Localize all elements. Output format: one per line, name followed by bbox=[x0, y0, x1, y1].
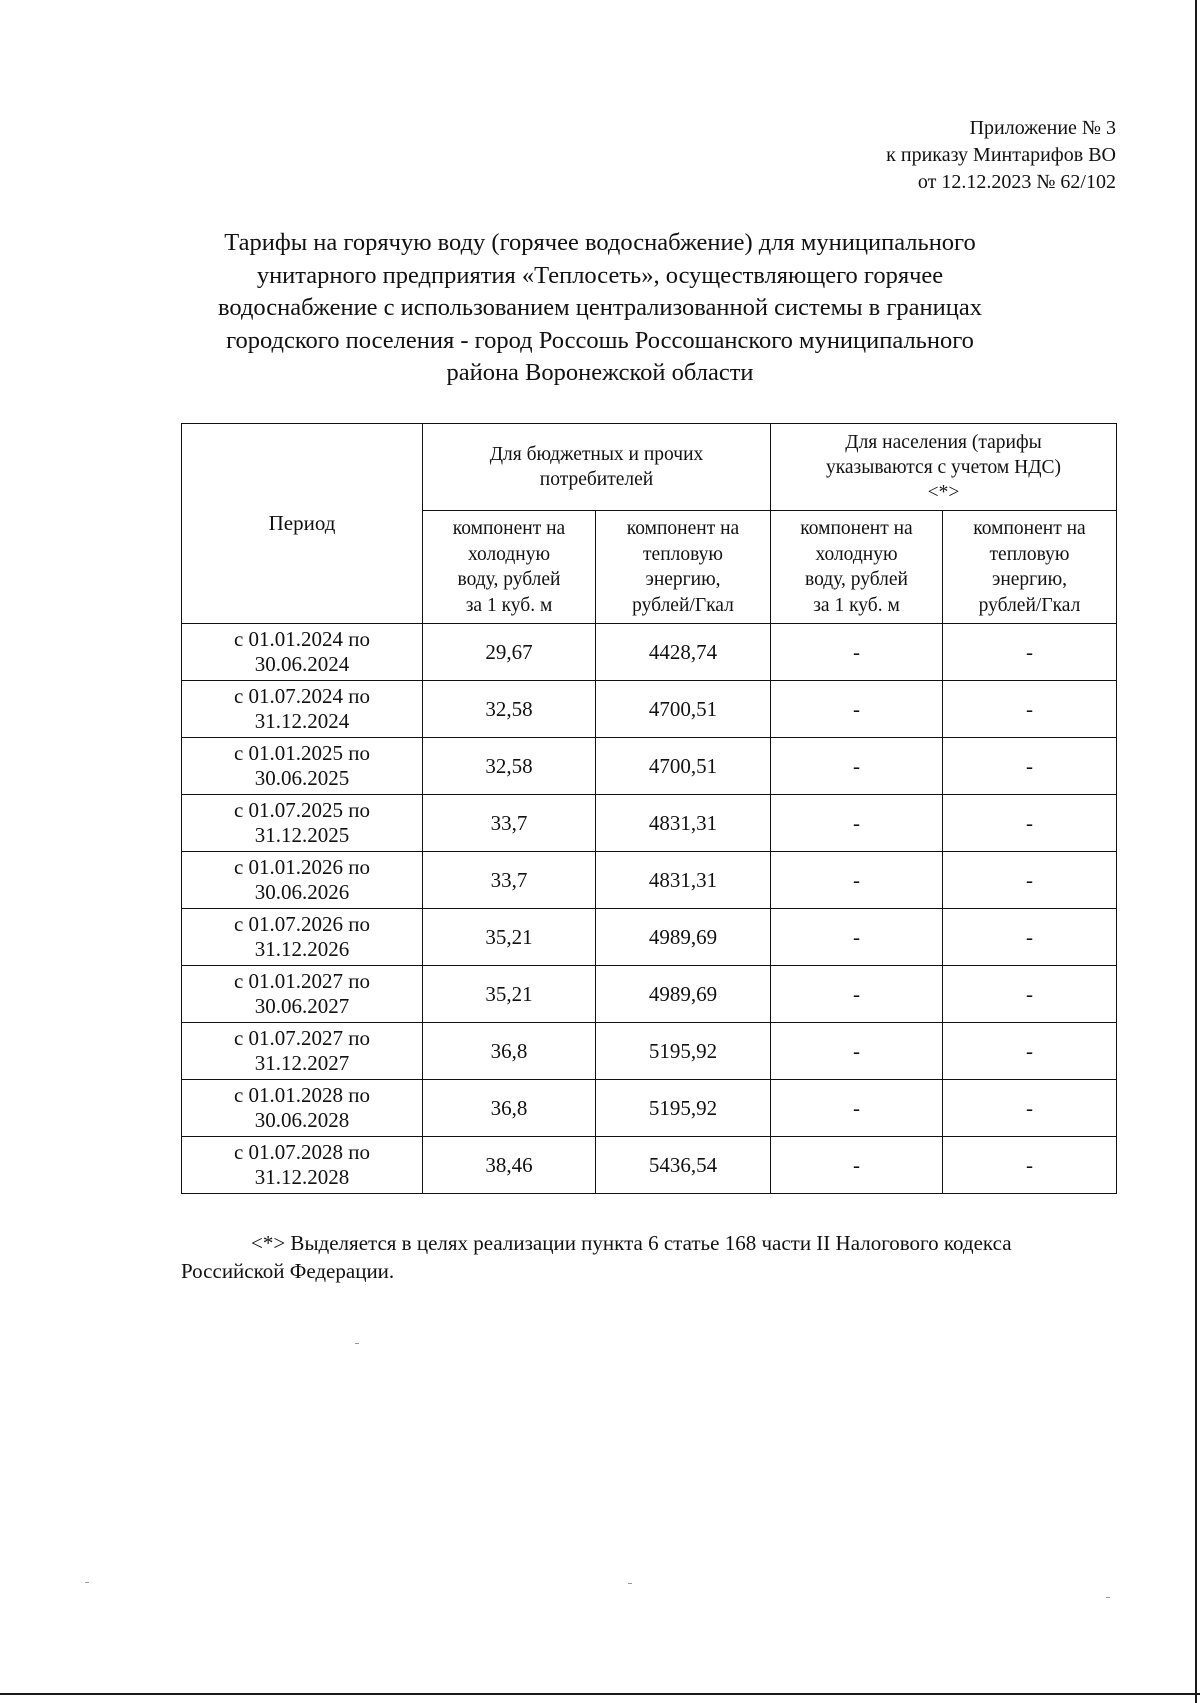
table-row bbox=[182, 1137, 1117, 1194]
appendix-line: Приложение № 3 bbox=[969, 117, 1116, 139]
title-line: унитарного предприятия «Теплосеть», осуществляющего горячее bbox=[256, 261, 944, 289]
budget-cold-value: 32,58 bbox=[423, 738, 596, 795]
population-heat-value: - bbox=[943, 1023, 1117, 1080]
tariff-table bbox=[181, 423, 1117, 1194]
period-cell bbox=[182, 909, 423, 966]
header-line: тепловую bbox=[989, 543, 1070, 565]
header-line: рублей/Гкал bbox=[632, 594, 734, 616]
population-cold-value: - bbox=[771, 852, 943, 909]
period-end: 30.06.2027 bbox=[254, 994, 350, 1018]
budget-cold-value: 32,58 bbox=[423, 681, 596, 738]
budget-cold-value: 36,8 bbox=[423, 1080, 596, 1137]
period-cell bbox=[182, 738, 423, 795]
scan-edge-bottom bbox=[0, 1693, 1200, 1695]
period-start: с 01.01.2026 по bbox=[233, 855, 371, 879]
table-row bbox=[182, 909, 1117, 966]
period-end: 31.12.2028 bbox=[254, 1165, 350, 1189]
period-start: с 01.01.2028 по bbox=[233, 1083, 371, 1107]
population-cold-value: - bbox=[771, 909, 943, 966]
period-header: Период bbox=[182, 424, 423, 624]
budget-cold-value: 35,21 bbox=[423, 966, 596, 1023]
budget-thermal-energy-header bbox=[596, 511, 771, 624]
budget-heat-value: 4428,74 bbox=[596, 624, 771, 681]
appendix-reference bbox=[886, 115, 1116, 196]
header-line: воду, рублей bbox=[457, 569, 561, 590]
header-line: за 1 куб. м bbox=[813, 594, 900, 616]
population-heat-value: - bbox=[943, 738, 1117, 795]
period-end: 31.12.2025 bbox=[254, 823, 350, 847]
budget-heat-value: 4700,51 bbox=[596, 738, 771, 795]
population-heat-value: - bbox=[943, 624, 1117, 681]
table-row bbox=[182, 852, 1117, 909]
title-line: района Воронежской области bbox=[446, 359, 754, 386]
budget-cold-water-header bbox=[423, 511, 596, 624]
period-end: 30.06.2024 bbox=[254, 652, 350, 676]
period-start: с 01.07.2024 по bbox=[233, 684, 371, 708]
population-heat-value: - bbox=[943, 1137, 1117, 1194]
budget-heat-value: 5436,54 bbox=[596, 1137, 771, 1194]
period-end: 30.06.2025 bbox=[254, 766, 350, 790]
period-start: с 01.01.2025 по bbox=[233, 741, 371, 765]
period-start: с 01.07.2028 по bbox=[233, 1140, 371, 1164]
period-start: с 01.01.2027 по bbox=[233, 969, 371, 993]
document-title bbox=[180, 227, 1020, 390]
budget-heat-value: 4989,69 bbox=[596, 909, 771, 966]
appendix-line: от 12.12.2023 № 62/102 bbox=[917, 171, 1116, 193]
header-line: потребителей bbox=[539, 469, 654, 490]
table-header-row bbox=[182, 424, 1117, 511]
period-start: с 01.01.2024 по bbox=[233, 627, 371, 651]
population-heat-value: - bbox=[943, 681, 1117, 738]
period-cell bbox=[182, 1023, 423, 1080]
header-line: воду, рублей bbox=[805, 569, 908, 590]
header-line: Для населения (тарифы bbox=[845, 431, 1042, 453]
budget-heat-value: 4831,31 bbox=[596, 852, 771, 909]
period-start: с 01.07.2025 по bbox=[233, 798, 371, 822]
period-end: 31.12.2024 bbox=[254, 709, 350, 733]
population-thermal-energy-header bbox=[943, 511, 1117, 624]
budget-heat-value: 5195,92 bbox=[596, 1080, 771, 1137]
period-cell bbox=[182, 1080, 423, 1137]
header-line: <*> bbox=[927, 481, 960, 503]
title-line: Тарифы на горячую воду (горячее водоснабжение) для муниципального bbox=[224, 229, 976, 256]
header-line: компонент на bbox=[452, 518, 566, 539]
header-line: указываются с учетом НДС) bbox=[825, 456, 1062, 478]
period-start: с 01.07.2026 по bbox=[233, 912, 371, 936]
period-cell bbox=[182, 966, 423, 1023]
period-cell bbox=[182, 681, 423, 738]
budget-heat-value: 4989,69 bbox=[596, 966, 771, 1023]
population-cold-water-header bbox=[771, 511, 943, 624]
header-line: холодную bbox=[467, 543, 551, 565]
header-line: холодную bbox=[815, 543, 898, 565]
population-cold-value: - bbox=[771, 1137, 943, 1194]
budget-cold-value: 38,46 bbox=[423, 1137, 596, 1194]
header-line: тепловую bbox=[643, 543, 723, 565]
period-start: с 01.07.2027 по bbox=[233, 1026, 371, 1050]
population-cold-value: - bbox=[771, 681, 943, 738]
population-heat-value: - bbox=[943, 909, 1117, 966]
period-end: 30.06.2026 bbox=[254, 880, 350, 904]
population-heat-value: - bbox=[943, 966, 1117, 1023]
population-cold-value: - bbox=[771, 1080, 943, 1137]
period-cell bbox=[182, 624, 423, 681]
header-line: энергию, bbox=[645, 569, 721, 590]
period-end: 31.12.2026 bbox=[254, 937, 350, 961]
period-cell bbox=[182, 1137, 423, 1194]
budget-cold-value: 29,67 bbox=[423, 624, 596, 681]
header-line: за 1 куб. м bbox=[465, 594, 553, 616]
table-row bbox=[182, 1023, 1117, 1080]
population-heat-value: - bbox=[943, 795, 1117, 852]
budget-cold-value: 33,7 bbox=[423, 795, 596, 852]
header-line: Для бюджетных и прочих bbox=[489, 444, 704, 465]
population-cold-value: - bbox=[771, 738, 943, 795]
scan-speck bbox=[1106, 1597, 1110, 1598]
footnote: <*> Выделяется в целях реализации пункта 6 статье 168 части II Налогового кодекса Российской Федерации. bbox=[181, 1231, 1012, 1283]
population-header bbox=[771, 424, 1117, 511]
budget-heat-value: 4700,51 bbox=[596, 681, 771, 738]
table-row bbox=[182, 795, 1117, 852]
budget-heat-value: 5195,92 bbox=[596, 1023, 771, 1080]
period-cell bbox=[182, 852, 423, 909]
scan-speck bbox=[355, 1343, 359, 1344]
header-line: энергию, bbox=[991, 569, 1068, 590]
table-row bbox=[182, 1080, 1117, 1137]
table-row bbox=[182, 624, 1117, 681]
scan-speck bbox=[628, 1583, 632, 1584]
title-line: городского поселения - город Россошь Россошанского муниципального bbox=[226, 326, 974, 354]
header-line: рублей/Гкал bbox=[978, 594, 1081, 616]
header-line: компонент на bbox=[800, 518, 913, 539]
header-line: компонент на bbox=[626, 518, 740, 539]
period-end: 30.06.2028 bbox=[254, 1108, 350, 1132]
budget-cold-value: 35,21 bbox=[423, 909, 596, 966]
title-line: водоснабжение с использованием централизованной системы в границах bbox=[218, 294, 982, 321]
table-row bbox=[182, 681, 1117, 738]
period-cell bbox=[182, 795, 423, 852]
period-end: 31.12.2027 bbox=[254, 1051, 350, 1075]
scan-speck bbox=[85, 1582, 89, 1583]
population-cold-value: - bbox=[771, 795, 943, 852]
population-cold-value: - bbox=[771, 1023, 943, 1080]
table-row bbox=[182, 738, 1117, 795]
budget-cold-value: 33,7 bbox=[423, 852, 596, 909]
population-heat-value: - bbox=[943, 1080, 1117, 1137]
population-cold-value: - bbox=[771, 966, 943, 1023]
budget-consumers-header bbox=[423, 424, 771, 511]
budget-cold-value: 36,8 bbox=[423, 1023, 596, 1080]
header-line: компонент на bbox=[973, 518, 1086, 539]
population-heat-value: - bbox=[943, 852, 1117, 909]
scan-edge-right bbox=[1195, 0, 1197, 1703]
table-row bbox=[182, 966, 1117, 1023]
budget-heat-value: 4831,31 bbox=[596, 795, 771, 852]
population-cold-value: - bbox=[771, 624, 943, 681]
appendix-line: к приказу Минтарифов ВО bbox=[886, 144, 1116, 166]
